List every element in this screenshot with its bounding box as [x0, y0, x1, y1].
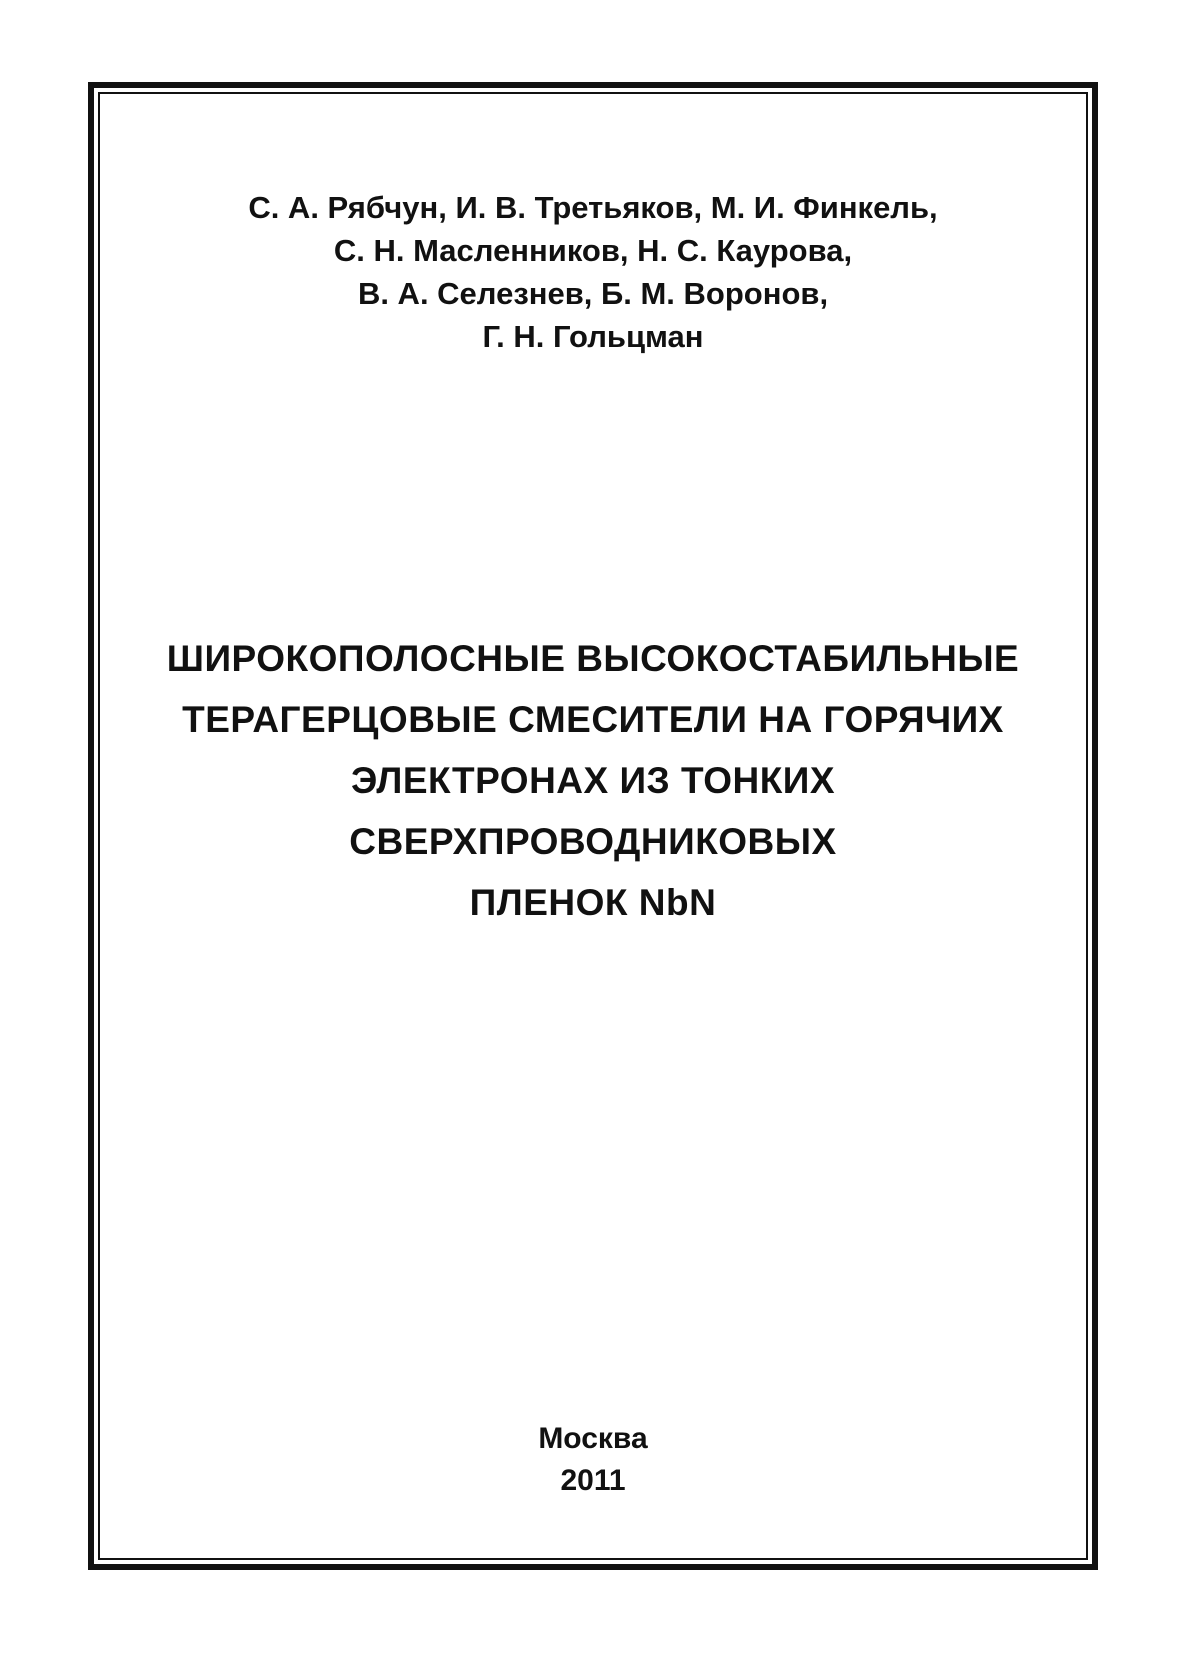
- imprint-city: Москва: [538, 1422, 648, 1455]
- authors-line: С. А. Рябчун, И. В. Третьяков, М. И. Финкель,: [248, 190, 938, 225]
- title-line: ПЛЕНОК NbN: [469, 882, 717, 923]
- title-line: ТЕРАГЕРЦОВЫЕ СМЕСИТЕЛИ НА ГОРЯЧИХ: [182, 699, 1004, 740]
- imprint-year: 2011: [560, 1464, 626, 1497]
- title-line: СВЕРХПРОВОДНИКОВЫХ: [349, 821, 837, 862]
- authors-line: С. Н. Масленников, Н. С. Каурова,: [333, 233, 853, 268]
- authors-line: В. А. Селезнев, Б. М. Воронов,: [357, 276, 829, 311]
- imprint-block: [100, 1418, 1086, 1502]
- authors-line: Г. Н. Гольцман: [482, 319, 704, 354]
- title-line: ЭЛЕКТРОНАХ ИЗ ТОНКИХ: [350, 760, 836, 801]
- authors-block: [100, 186, 1086, 358]
- book-title: [100, 628, 1086, 933]
- title-line: ШИРОКОПОЛОСНЫЕ ВЫСОКОСТАБИЛЬНЫЕ: [166, 638, 1020, 679]
